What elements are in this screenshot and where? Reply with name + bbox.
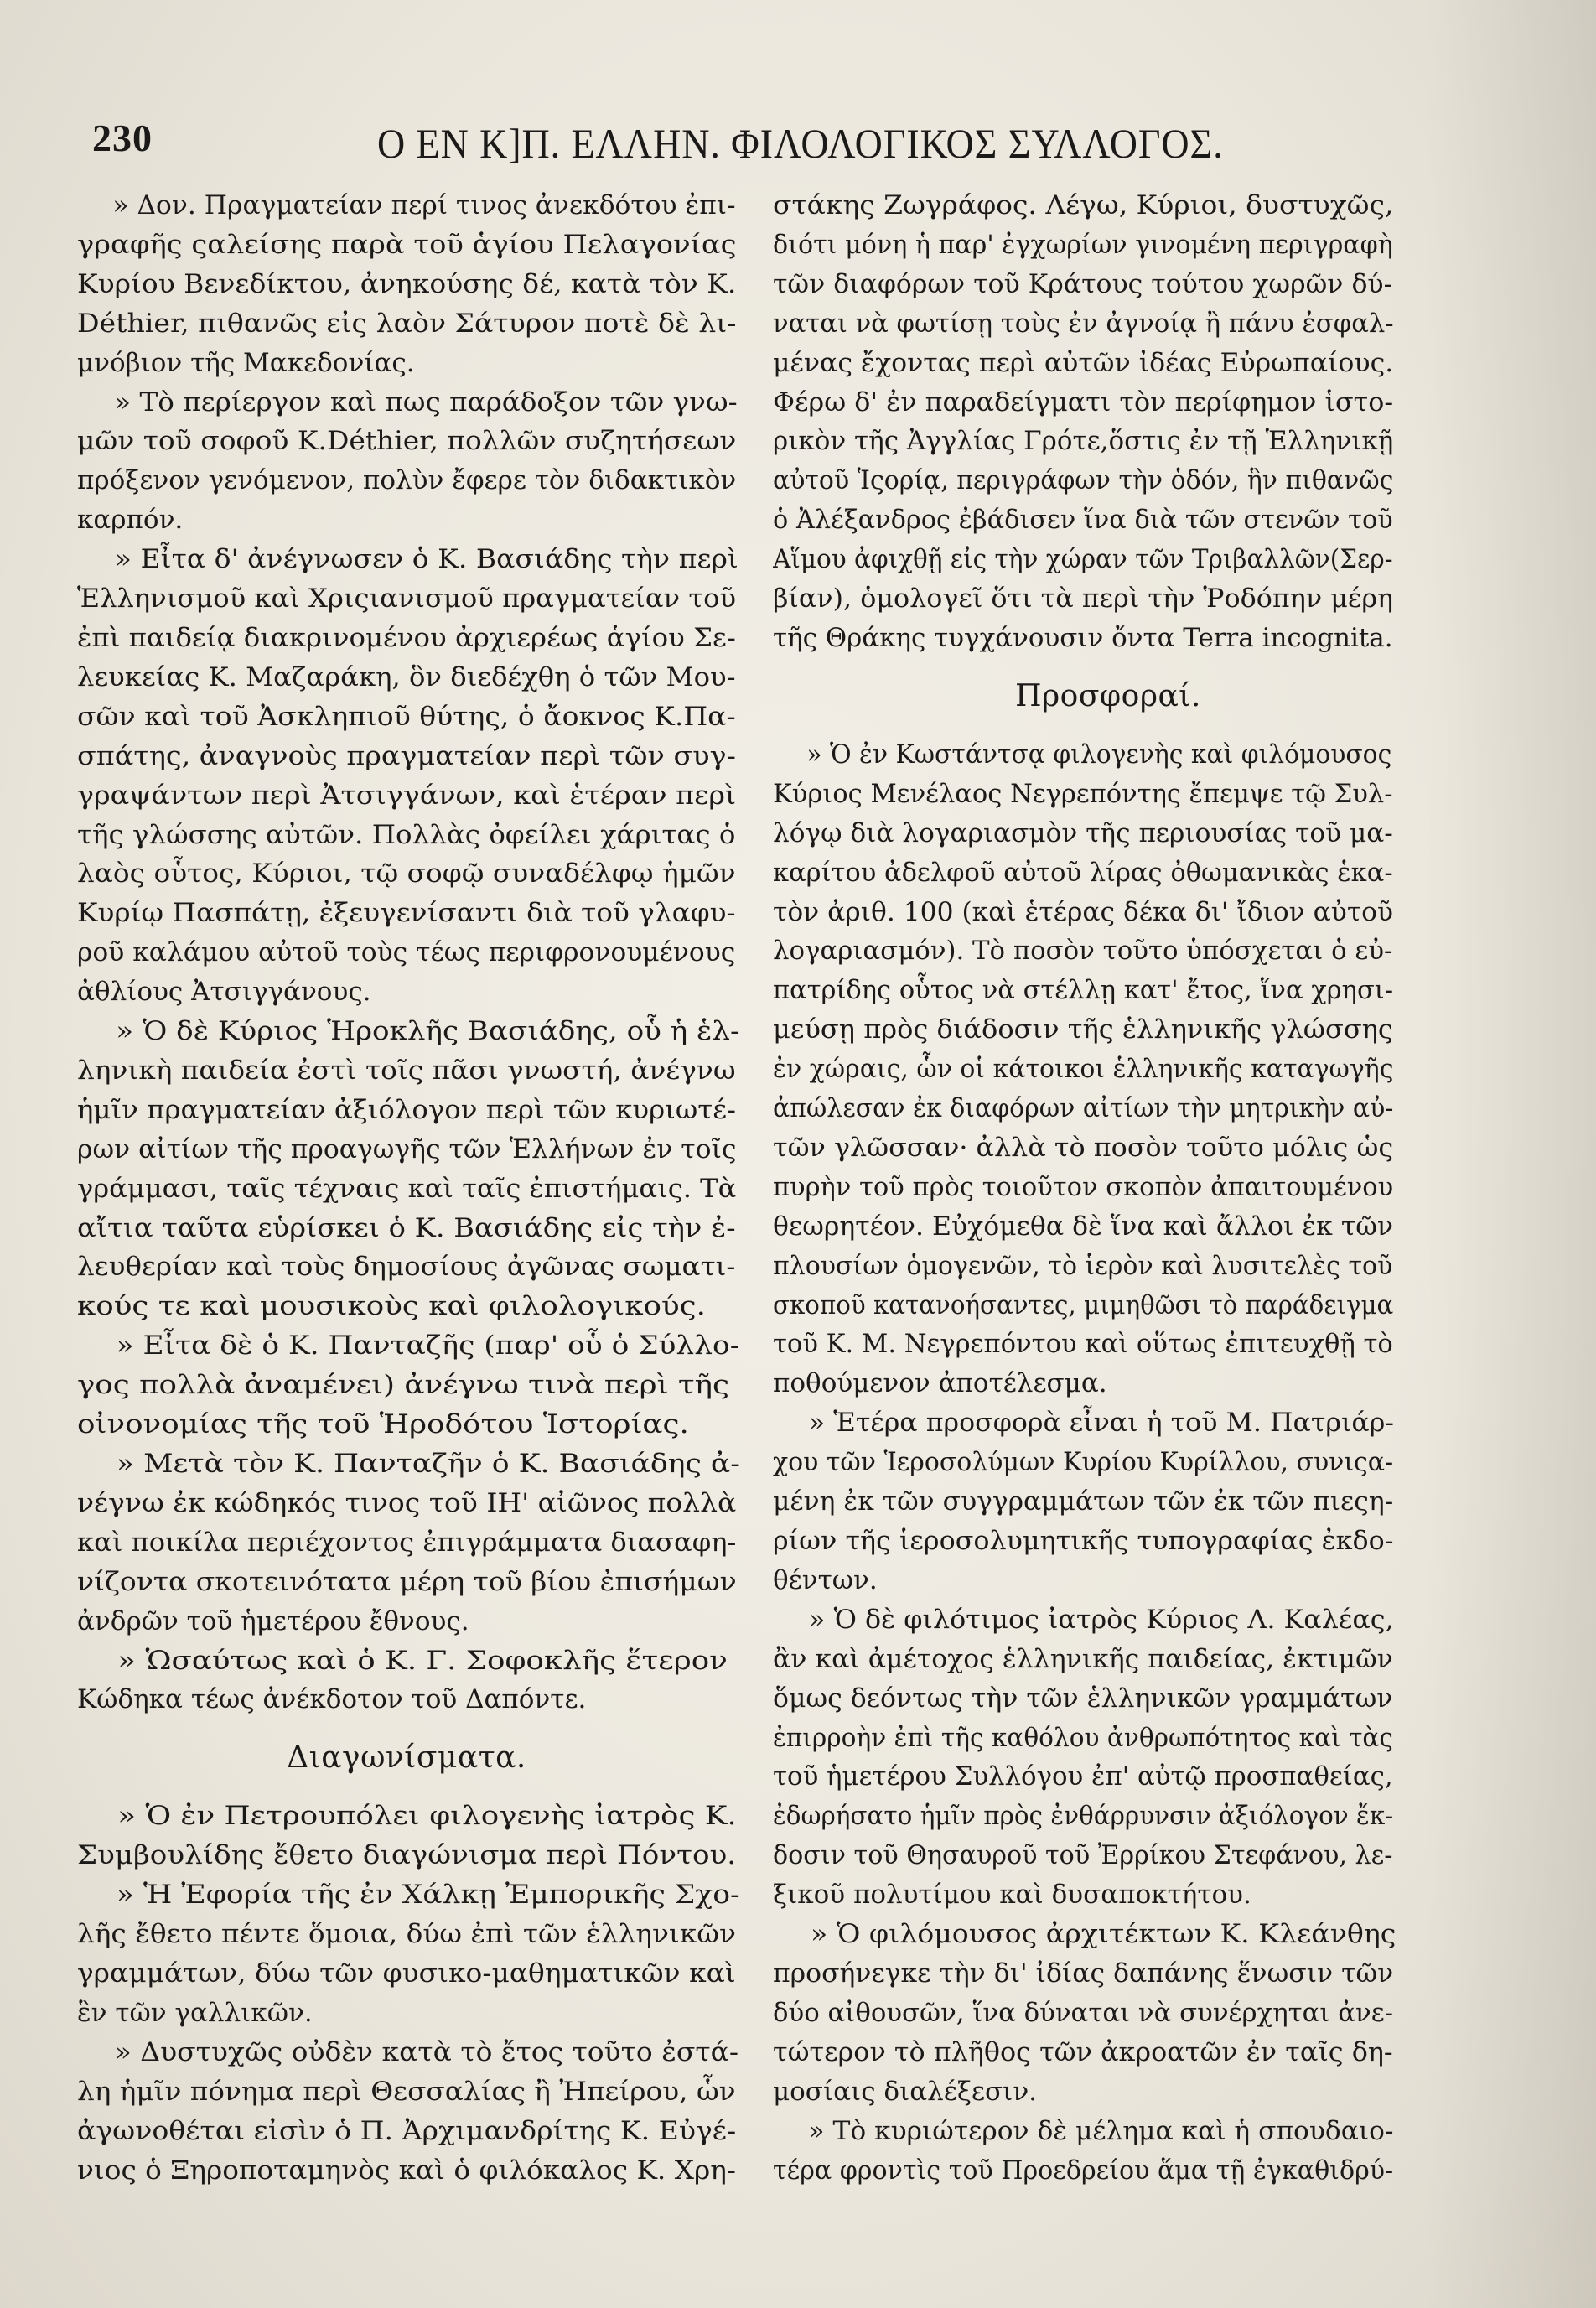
text-line: νίζοντα σκοτεινότατα μέρη τοῦ βίου ἐπισήμων <box>77 1566 737 1597</box>
running-head: Ο ΕΝ Κ]Π. ΕΛΛΗΝ. ΦΙΛΟΛΟΓΙΚΟΣ ΣΥΛΛΟΓΟΣ. <box>377 120 1224 167</box>
text-line: ἐν χώραις, ὧν οἱ κάτοικοι ἑλληνικῆς καταγωγῆς <box>773 1054 1394 1085</box>
text-line: λευθερίαν καὶ τοὺς δημοσίους ἀγῶνας σωματι- <box>77 1252 736 1283</box>
text-line: οἰνονομίας τῆς τοῦ Ἡροδότου Ἱστορίας. <box>77 1409 689 1440</box>
text-line: λευκείας Κ. Μαζαράκη, ὃν διεδέχθη ὁ τῶν Μου- <box>77 661 736 692</box>
text-line: ἐπὶ παιδείᾳ διακρινομένου ἀρχιερέως ἁγίου Σε- <box>77 622 736 653</box>
text-line: λη ἡμῖν πόνημα περὶ Θεσσαλίας ἢ Ἠπείρου, ὧν <box>77 2076 736 2107</box>
text-line: λῆς ἔθετο πέντε ὅμοια, δύω ἐπὶ τῶν ἑλληνικῶν <box>77 1919 736 1950</box>
text-line: μοσίαις διαλέξεσιν. <box>773 2076 1038 2107</box>
text-line: τώτερον τὸ πλῆθος τῶν ἀκροατῶν ἐν ταῖς δη- <box>773 2036 1393 2067</box>
left-text-column <box>77 186 740 2190</box>
text-line: Κυρίῳ Πασπάτῃ, ἐξευγενίσαντι διὰ τοῦ γλαφυ- <box>77 898 736 929</box>
text-line: » Τὸ κυριώτερον δὲ μέλημα καὶ ἡ σπουδαιο- <box>808 2115 1394 2146</box>
text-line: νέγνω ἐκ κώδηκός τινος τοῦ ΙΗ' αἰῶνος πολλὰ <box>77 1487 737 1518</box>
text-line: ὁ Ἀλέξανδρος ἐβάδισεν ἵνα διὰ τῶν στενῶν τοῦ <box>773 505 1393 536</box>
text-line: ἐδωρήσατο ἡμῖν πρὸς ἐνθάρρυνσιν ἀξιόλογον ἔκ- <box>773 1801 1394 1832</box>
text-line: Κώδηκα τέως ἀνέκδοτον τοῦ Δαπόντε. <box>77 1684 587 1715</box>
text-line: » Ὁ δὲ φιλότιμος ἰατρὸς Κύριος Λ. Καλέας, <box>809 1604 1394 1635</box>
text-line: σῶν καὶ τοῦ Ἀσκληπιοῦ θύτης, ὁ ἄοκνος Κ.Πα- <box>77 701 736 732</box>
text-line: πρόξενον γενόμενον, πολὺν ἔφερε τὸν διδακτικὸν <box>77 465 736 496</box>
text-line: ἀθλίους Ἀτσιγγάνους. <box>77 977 371 1008</box>
text-line: τοῦ ἡμετέρου Συλλόγου ἐπ' αὐτῷ προσπαθείας, <box>773 1761 1393 1792</box>
text-line: » Τὸ περίεργον καὶ πως παράδοξον τῶν γνω- <box>114 386 738 418</box>
text-line: ἂν καὶ ἀμέτοχος ἑλληνικῆς παιδείας, ἐκτιμῶν <box>773 1643 1393 1674</box>
text-line: Κυρίου Βενεδίκτου, ἀνηκούσης δέ, κατὰ τὸν Κ. <box>77 268 736 299</box>
page-number: 230 <box>92 117 153 159</box>
text-line: » Εἶτα δὲ ὁ Κ. Πανταζῆς (παρ' οὗ ὁ Σύλλο- <box>116 1330 740 1361</box>
text-line: Déthier, πιθανῶς εἰς λαὸν Σάτυρον ποτὲ δὲ λι- <box>77 308 737 339</box>
text-line: Κύριος Μενέλαος Νεγρεπόντης ἔπεμψε τῷ Συλ- <box>773 778 1393 809</box>
text-line: Ἑλληνισμοῦ καὶ Χριςιανισμοῦ πραγματείαν τοῦ <box>77 583 736 615</box>
text-line: ἀπώλεσαν ἐκ διαφόρων αἰτίων τὴν μητρικὴν αὐ- <box>773 1093 1394 1124</box>
text-line: κούς τε καὶ μουσικοὺς καὶ φιλολογικούς. <box>77 1291 706 1322</box>
text-line: ἀγωνοθέται εἰσὶν ὁ Π. Ἀρχιμανδρίτης Κ. Εὐγέ- <box>77 2115 736 2146</box>
text-line: Αἵμου ἀφιχθῇ εἰς τὴν χώραν τῶν Τριβαλλῶν(Σερ- <box>773 544 1393 575</box>
text-line: γος πολλὰ ἀναμένει) ἀνέγνω τινὰ περὶ τῆς <box>77 1370 729 1401</box>
text-line: δύο αἰθουσῶν, ἵνα δύναται νὰ συνέρχηται ἀνε- <box>773 1997 1394 2028</box>
text-line: τῆς γλώσσης αὐτῶν. Πολλὰς ὀφείλει χάριτας ὁ <box>77 819 736 850</box>
text-line: γράμμασι, ταῖς τέχναις καὶ ταῖς ἐπιστήμαις. Τὰ <box>77 1173 737 1204</box>
text-line: » Εἶτα δ' ἀνέγνωσεν ὁ Κ. Βασιάδης τὴν περὶ <box>114 544 738 575</box>
page-edge-shadow <box>1425 0 1596 2308</box>
text-line: λαὸς οὗτος, Κύριοι, τῷ σοφῷ συναδέλφῳ ἡμῶν <box>77 858 736 889</box>
text-line: ρων αἰτίων τῆς προαγωγῆς τῶν Ἑλλήνων ἐν τοῖς <box>77 1133 737 1164</box>
text-line: δοσιν τοῦ Θησαυροῦ τοῦ Ἐρρίκου Στεφάνου, λε- <box>773 1840 1393 1871</box>
text-line: » Ὡσαύτως καὶ ὁ Κ. Γ. Σοφοκλῆς ἕτερον <box>117 1645 728 1676</box>
text-line: σκοποῦ κατανοήσαντες, μιμηθῶσι τὸ παράδειγμα <box>773 1289 1393 1320</box>
text-line: » Ἑτέρα προσφορὰ εἶναι ἡ τοῦ Μ. Πατριάρ- <box>808 1408 1394 1439</box>
text-line: λόγῳ διὰ λογαριασμὸν τῆς περιουσίας τοῦ μα- <box>773 817 1393 848</box>
text-line: γραφῆς ςαλείσης παρὰ τοῦ ἁγίου Πελαγονίας <box>77 229 737 260</box>
text-line: πατρίδης οὗτος νὰ στέλλῃ κατ' ἔτος, ἵνα χρησι- <box>773 975 1393 1006</box>
text-line: λογαριασμόν). Τὸ ποσὸν τοῦτο ὑπόσχεται ὁ εὐ- <box>773 936 1393 967</box>
text-line: νιος ὁ Ξηροποταμηνὸς καὶ ὁ φιλόκαλος Κ. Χρη- <box>77 2155 736 2186</box>
text-line: καρπόν. <box>77 505 184 536</box>
text-line: πυρὴν τοῦ πρὸς τοιοῦτον σκοπὸν ἀπαιτουμένου <box>773 1171 1393 1202</box>
text-line: ρικὸν τῆς Ἀγγλίας Γρότε,ὅστις ἐν τῇ Ἑλληνικῇ <box>773 426 1394 457</box>
text-line: » Ὁ φιλόμουσος ἀρχιτέκτων Κ. Κλεάνθης <box>810 1919 1396 1950</box>
text-line: τὸν ἀριθ. 100 (καὶ ἑτέρας δέκα δι' ἴδιον αὐτοῦ <box>773 896 1394 927</box>
text-line: γραμμάτων, δύω τῶν φυσικο-μαθηματικῶν καὶ <box>77 1958 736 1989</box>
text-line: μένη ἐκ τῶν συγγραμμάτων τῶν ἐκ τῶν πιεςη- <box>773 1486 1394 1517</box>
text-line: » Ὁ δὲ Κύριος Ἡροκλῆς Βασιάδης, οὗ ἡ ἑλ- <box>116 1016 740 1047</box>
text-line: καρίτου ἀδελφοῦ αὐτοῦ λίρας ὀθωμανικὰς ἑκα- <box>773 857 1393 888</box>
text-line: » Ὁ ἐν Πετρουπόλει φιλογενὴς ἰατρὸς Κ. <box>117 1801 737 1832</box>
text-line: » Ἡ Ἐφορία τῆς ἐν Χάλκῃ Ἐμπορικῆς Σχο- <box>116 1880 740 1911</box>
section-heading: Προσφοραί. <box>1015 678 1201 713</box>
text-line: Φέρω δ' ἐν παραδείγματι τὸν περίφημον ἱστο- <box>773 386 1394 418</box>
text-line: τῶν γλῶσσαν· ἀλλὰ τὸ ποσὸν τοῦτο μόλις ὡς <box>773 1132 1393 1163</box>
text-line: ξικοῦ πολυτίμου καὶ δυσαποκτήτου. <box>773 1880 1251 1911</box>
text-line: μεύσῃ πρὸς διάδοσιν τῆς ἑλληνικῆς γλώσσης <box>773 1014 1393 1045</box>
text-line: ροῦ καλάμου αὐτοῦ τοὺς τέως περιφρονουμένους <box>77 937 736 968</box>
section-heading: Διαγωνίσματα. <box>287 1740 526 1776</box>
right-text-column <box>773 186 1396 2190</box>
text-line: » Μετὰ τὸν Κ. Πανταζῆν ὁ Κ. Βασιάδης ἀ- <box>116 1449 740 1479</box>
text-line: καὶ ποικίλα περιέχοντος ἐπιγράμματα διασαφη- <box>77 1527 737 1558</box>
text-line: ἓν τῶν γαλλικῶν. <box>77 1997 313 2028</box>
text-line: » Δον. Πραγματείαν περί τινος ἀνεκδότου ἐπι- <box>112 190 736 220</box>
text-line: αἴτια ταῦτα εὑρίσκει ὁ Κ. Βασιάδης εἰς τὴν ἐ- <box>77 1212 736 1243</box>
text-line: μνόβιον τῆς Μακεδονίας. <box>77 347 415 378</box>
text-line: » Δυστυχῶς οὐδὲν κατὰ τὸ ἔτος τοῦτο ἐστά- <box>114 2036 739 2067</box>
text-line: θεωρητέον. Εὐχόμεθα δὲ ἵνα καὶ ἄλλοι ἐκ τῶν <box>773 1211 1393 1242</box>
text-line: βίαν), ὁμολογεῖ ὅτι τὰ περὶ τὴν Ῥοδόπην μέρη <box>773 583 1394 615</box>
text-line: θέντων. <box>773 1564 878 1595</box>
text-line: μένας ἔχοντας περὶ αὐτῶν ἰδέας Εὐρωπαίους. <box>773 347 1394 378</box>
text-line: αὐτοῦ Ἱςορίᾳ, περιγράφων τὴν ὁδόν, ἣν πιθανῶς <box>773 465 1394 496</box>
text-line: τέρα φροντὶς τοῦ Προεδρείου ἅμα τῇ ἐγκαθιδρύ- <box>773 2155 1394 2186</box>
text-line: σπάτης, ἀναγνοὺς πραγματείαν περὶ τῶν συγ- <box>77 740 736 771</box>
text-line: ληνικὴ παιδεία ἐστὶ τοῖς πᾶσι γνωστή, ἀνέγνω <box>77 1055 736 1086</box>
text-line: στάκης Ζωγράφος. Λέγω, Κύριοι, δυστυχῶς, <box>773 190 1394 220</box>
text-line: » Ὁ ἐν Κωστάντσᾳ φιλογενὴς καὶ φιλόμουσος <box>806 739 1392 770</box>
text-line: ὅμως δεόντως τὴν τῶν ἑλληνικῶν γραμμάτων <box>773 1683 1393 1714</box>
text-line: ναται νὰ φωτίσῃ τοὺς ἐν ἀγνοίᾳ ἢ πάνυ ἐσφαλ- <box>773 308 1394 339</box>
page-header <box>92 107 1224 183</box>
text-line: ἐπιρροὴν ἐπὶ τῆς καθόλου ἀνθρωπότητος καὶ τὰς <box>773 1722 1393 1753</box>
text-line: γραψάντων περὶ Ἀτσιγγάνων, καὶ ἑτέραν περὶ <box>77 780 737 811</box>
text-line: διότι μόνη ἡ παρ' ἐγχωρίων γινομένη περιγραφὴ <box>773 229 1393 260</box>
text-line: ποθούμενον ἀποτέλεσμα. <box>773 1368 1107 1399</box>
text-line: τοῦ Κ. Μ. Νεγρεπόντου καὶ οὕτως ἐπιτευχθῇ τὸ <box>773 1329 1393 1360</box>
text-line: χου τῶν Ἱεροσολύμων Κυρίου Κυρίλλου, συνιςα- <box>773 1447 1394 1478</box>
text-line: τῆς Θράκης τυγχάνουσιν ὄντα Terra incognita. <box>773 622 1393 653</box>
text-line: ἀνδρῶν τοῦ ἡμετέρου ἔθνους. <box>77 1605 469 1636</box>
text-line: τῶν διαφόρων τοῦ Κράτους τούτου χωρῶν δύ- <box>773 268 1393 299</box>
text-line: μῶν τοῦ σοφοῦ Κ.Déthier, πολλῶν συζητήσεων <box>77 426 736 457</box>
text-line: ρίων τῆς ἱεροσολυμητικῆς τυπογραφίας ἐκδο- <box>773 1526 1394 1556</box>
text-line: προσήνεγκε τὴν δι' ἰδίας δαπάνης ἕνωσιν τῶν <box>773 1958 1394 1989</box>
text-line: Συμβουλίδης ἔθετο διαγώνισμα περὶ Πόντου. <box>77 1840 737 1871</box>
text-line: ἡμῖν πραγματείαν ἀξιόλογον περὶ τῶν κυριωτέ- <box>77 1094 736 1125</box>
text-line: πλουσίων ὁμογενῶν, τὸ ἱερὸν καὶ λυσιτελὲς τοῦ <box>773 1250 1393 1281</box>
